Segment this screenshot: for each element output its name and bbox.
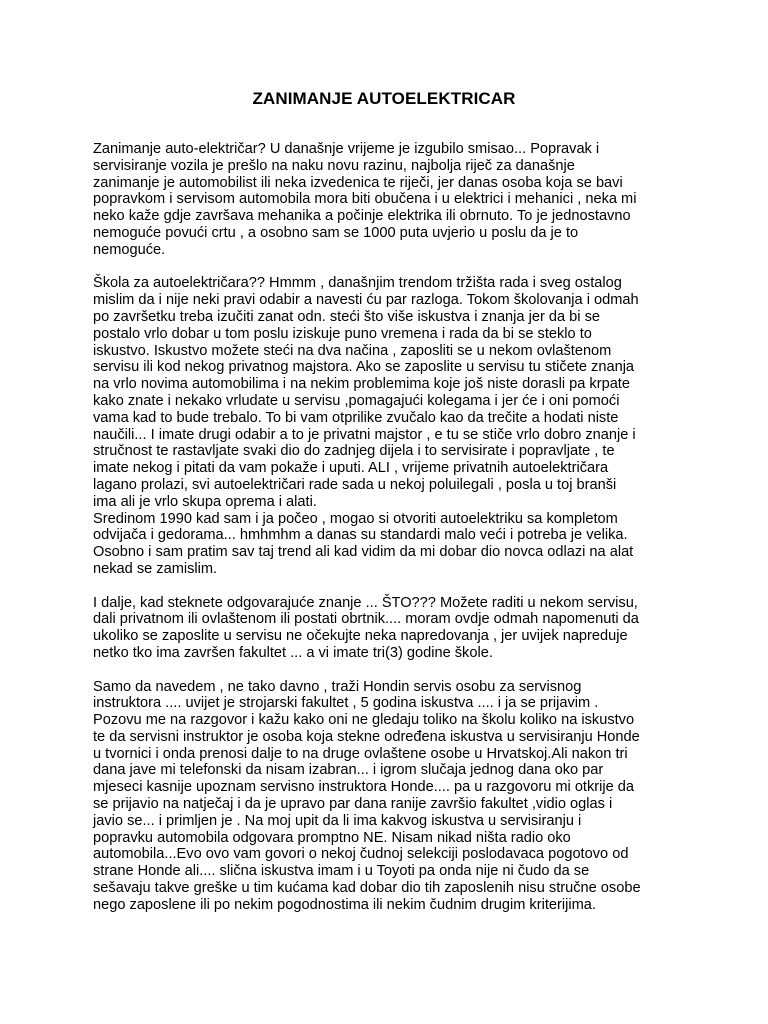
paragraph-4 bbox=[93, 679, 693, 914]
text-line: nekad se zamislim. bbox=[93, 560, 218, 577]
paragraph-3 bbox=[93, 595, 693, 662]
text-line: Zanimanje auto-električar? U današnje vrijeme je izgubilo smisao... Popravak i bbox=[93, 141, 600, 157]
text-line: neko kaže gdje završava mehanika a počinje elektrika ili obrnuto. To je jednostavno bbox=[93, 208, 631, 225]
text-line: postalo vrlo dobar u tom poslu iziskuje puno vremena i rada da bi se steklo to bbox=[93, 325, 592, 342]
text-line: instruktora .... uvijet je strojarski fakultet , 5 godina iskustva .... i ja se prijavim . bbox=[93, 695, 599, 712]
text-line: mislim da i nije neki pravi odabir a navesti ću par razloga. Tokom školovanja i odmah bbox=[93, 292, 639, 309]
text-line: imate nekog i pitati da vam pokaže i uputi. ALI , vrijeme privatnih autoelektričara bbox=[93, 460, 609, 477]
text-line: dali privatnom ili ovlaštenom ili postati obrtnik.... moram ovdje odmah napomenuti da bbox=[93, 611, 639, 628]
text-line: netko tko ima završen fakultet ... a vi imate tri(3) godine škole. bbox=[93, 644, 493, 661]
text-line: mjeseci kasnije upoznam servisno instruktora Honde.... pa u razgovoru mi otkrije da bbox=[93, 779, 635, 796]
paragraph-spacer bbox=[93, 662, 693, 679]
document-title: ZANIMANJE AUTOELEKTRICAR bbox=[252, 89, 516, 108]
text-line: popravku automobila odgovara promptno NE. Nisam nikad ništa radio oko bbox=[93, 829, 571, 846]
text-line: se prijavio na natječaj i da je upravo par dana ranije završio fakultet ,vidio oglas i bbox=[93, 796, 613, 813]
text-line: na vrlo novima automobilima i na nekim problemima koje još niste dorasli pa krpate bbox=[93, 376, 630, 393]
text-line: iskustvo. Iskustvo možete steći na dva načina , zaposliti se u nekom ovlaštenom bbox=[93, 342, 612, 359]
text-line: ima ali je vrlo skupa oprema i alati. bbox=[93, 493, 317, 510]
text-line: vama kad to bude trebalo. To bi vam otprilike zvučalo kao da trečite a hodati niste bbox=[93, 409, 619, 426]
text-line: nego zaposlene ili po nekim pogodnostima ili nekim čudnim drugim kriterijima. bbox=[93, 896, 596, 913]
paragraph-2 bbox=[93, 275, 693, 577]
text-line: Pozovu me na razgovor i kažu kako oni ne gledaju toliko na školu koliko na iskustvo bbox=[93, 712, 635, 729]
text-line: servisiranje vozila je prešlo na naku novu razinu, najbolja riječ za današnje bbox=[93, 157, 575, 174]
text-line: ukoliko se zaposlite u servisu ne očekujte neka napredovanja , jer uvijek napreduje bbox=[93, 628, 628, 645]
text-line: te da servisni instruktor je osoba koja stekne određena iskustva u servisiranju Honde bbox=[93, 728, 640, 745]
text-line: nemoguće povući crtu , a osobno sam se 1000 puta uvjerio u poslu da je to bbox=[93, 224, 579, 241]
text-line: naučili... I imate drugi odabir a to je privatni majstor , e tu se stiče vrlo dobro znanje i bbox=[93, 426, 636, 443]
text-line: kako znate i nekako vrludate u servisu ,pomagajući kolegama i jer će i oni pomoći bbox=[93, 392, 620, 409]
text-line: stručnost te rastavljate svaki dio do zadnjeg dijela i to servisirate i popravljate , te bbox=[93, 443, 615, 460]
text-line: odvijača i gedorama... hmhmhm a danas su standardi malo veći i potreba je velika. bbox=[93, 527, 628, 544]
text-line: u tvornici i onda prenosi dalje to na druge ovlaštene osobe u Hrvatskoj.Ali nakon tri bbox=[93, 745, 628, 762]
paragraph-1 bbox=[93, 141, 693, 259]
text-line: lagano prolazi, svi autoelektričari rade sada u nekoj poluilegali , posla u toj branši bbox=[93, 476, 617, 493]
text-line: Škola za autoelektričara?? Hmmm , današnjim trendom tržišta rada i sveg ostalog bbox=[93, 275, 622, 292]
text-line: nemoguće. bbox=[93, 241, 166, 258]
paragraph-spacer bbox=[93, 578, 693, 595]
text-line: po završetku treba izučiti zanat odn. steći što više iskustva i znanja jer da bi se bbox=[93, 308, 600, 325]
paragraph-spacer bbox=[93, 259, 693, 276]
text-line: dana jave mi telefonski da nisam izabran... i igrom slučaja jednog dana oko par bbox=[93, 762, 604, 779]
text-line: I dalje, kad steknete odgovarajuće znanje ... ŠTO??? Možete raditi u nekom servisu, bbox=[93, 594, 638, 611]
text-line: popravkom i servisom automobila mora biti obučena i u elektrici i mehanici , neka mi bbox=[93, 191, 637, 208]
text-line: automobila...Evo ovo vam govori o nekoj čudnoj selekciji poslodavaca pogotovo od bbox=[93, 846, 629, 863]
text-line: javio se... i primljen je . Na moj upit da li ima kakvog iskustva u servisiranju i bbox=[93, 812, 582, 829]
text-line: servisu ili kod nekog privatnog majstora. Ako se zaposlite u servisu tu stičete znanja bbox=[93, 359, 635, 376]
text-line: strane Honde ali.... slična iskustva imam i u Toyoti pa onda nije ni čudo da se bbox=[93, 863, 590, 880]
text-line: sešavaju takve greške u tim kućama kad dobar dio tih zaposlenih nisu stručne osobe bbox=[93, 880, 641, 897]
text-line: Samo da navedem , ne tako davno , traži Hondin servis osobu za servisnog bbox=[93, 678, 582, 695]
text-line: Sredinom 1990 kad sam i ja počeo , mogao si otvoriti autoelektriku sa kompletom bbox=[93, 510, 618, 527]
text-line: zanimanje je automobilist ili neka izvedenica te riječi, jer danas osoba koja se bavi bbox=[93, 174, 623, 191]
text-line: Osobno i sam pratim sav taj trend ali kad vidim da mi dobar dio novca odlazi na alat bbox=[93, 544, 634, 561]
document-body bbox=[93, 141, 693, 914]
